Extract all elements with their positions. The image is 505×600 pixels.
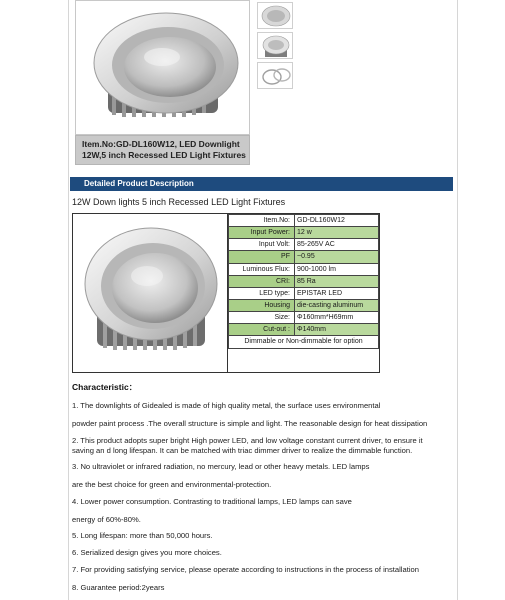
section-header-detailed-description: Detailed Product Description bbox=[70, 177, 453, 191]
spec-label: Size: bbox=[229, 312, 295, 324]
product-subtitle: 12W Down lights 5 inch Recessed LED Light Fixtures bbox=[72, 197, 286, 207]
characteristic-line: saving an d long lifespan. It can be matched with triac dimmer driver to realize the dimmable function. bbox=[72, 446, 413, 455]
spec-row bbox=[229, 324, 379, 336]
characteristic-line: 7. For providing satisfying service, please operate according to instructions in the process of installation bbox=[72, 565, 419, 574]
spec-label: Luminous Flux: bbox=[229, 263, 295, 275]
spec-block bbox=[72, 213, 380, 373]
product-thumbnail-2[interactable] bbox=[257, 32, 293, 59]
spec-value: Φ160mm*H69mm bbox=[295, 312, 379, 324]
spec-value: 85-265V AC bbox=[295, 239, 379, 251]
characteristic-line: powder paint process .The overall structure is simple and light. The reasonable design for heat dissipation bbox=[72, 419, 428, 428]
product-caption bbox=[75, 135, 250, 165]
spec-product-image bbox=[73, 214, 228, 372]
downlight-image-icon bbox=[73, 214, 228, 372]
spec-row bbox=[229, 251, 379, 263]
spec-row bbox=[229, 312, 379, 324]
product-thumbnail-1[interactable] bbox=[257, 2, 293, 29]
spec-value: die-casting aluminum bbox=[295, 299, 379, 311]
product-main-image[interactable] bbox=[75, 0, 250, 135]
downlight-thumbnail-icon bbox=[258, 3, 293, 29]
characteristic-line: 3. No ultraviolet or infrared radiation, no mercury, lead or other heavy metals. LED lamps bbox=[72, 462, 370, 471]
spec-row bbox=[229, 215, 379, 227]
spec-label: Cut-out : bbox=[229, 324, 295, 336]
spec-label: LED type: bbox=[229, 287, 295, 299]
spec-label: CRI: bbox=[229, 275, 295, 287]
characteristic-line: 1. The downlights of Gidealed is made of high quality metal, the surface uses environmental bbox=[72, 401, 381, 410]
spec-value: EPISTAR LED bbox=[295, 287, 379, 299]
characteristic-line: energy of 60%-80%. bbox=[72, 515, 141, 524]
characteristic-line: are the best choice for green and environmental-protection. bbox=[72, 480, 272, 489]
spec-value: ~0.95 bbox=[295, 251, 379, 263]
spec-table bbox=[228, 214, 379, 349]
spec-label: Input Power: bbox=[229, 227, 295, 239]
spec-row bbox=[229, 299, 379, 311]
product-thumbnail-3[interactable] bbox=[257, 62, 293, 89]
spec-footer: Dimmable or Non-dimmable for option bbox=[229, 336, 379, 348]
spec-label: Input Volt: bbox=[229, 239, 295, 251]
spec-value: 85 Ra bbox=[295, 275, 379, 287]
downlight-thumbnail-icon bbox=[258, 63, 293, 89]
caption-line-2: 12W,5 inch Recessed LED Light Fixtures bbox=[82, 150, 246, 160]
spec-row bbox=[229, 263, 379, 275]
spec-value: Φ140mm bbox=[295, 324, 379, 336]
spec-value: GD-DL160W12 bbox=[295, 215, 379, 227]
spec-row bbox=[229, 239, 379, 251]
downlight-image-icon bbox=[76, 1, 250, 135]
spec-row bbox=[229, 287, 379, 299]
spec-value: 12 w bbox=[295, 227, 379, 239]
spec-label: Housing bbox=[229, 299, 295, 311]
characteristic-line: 4. Lower power consumption. Contrasting to traditional lamps, LED lamps can save bbox=[72, 497, 352, 506]
spec-label: PF bbox=[229, 251, 295, 263]
page-right-border bbox=[457, 0, 458, 600]
characteristics-title: Characteristic： bbox=[72, 382, 138, 392]
spec-footer-row bbox=[229, 336, 379, 348]
spec-label: Item.No: bbox=[229, 215, 295, 227]
characteristic-line: 6. Serialized design gives you more choices. bbox=[72, 548, 222, 557]
characteristic-line: 2. This product adopts super bright High power LED, and low voltage constant current driver, to ensure it bbox=[72, 436, 423, 445]
characteristic-line: 8. Guarantee period:2years bbox=[72, 583, 165, 592]
spec-row bbox=[229, 275, 379, 287]
spec-row bbox=[229, 227, 379, 239]
spec-value: 900-1000 lm bbox=[295, 263, 379, 275]
downlight-thumbnail-icon bbox=[258, 33, 293, 59]
page-left-border bbox=[68, 0, 69, 600]
characteristic-line: 5. Long lifespan: more than 50,000 hours. bbox=[72, 531, 213, 540]
caption-line-1: Item.No:GD-DL160W12, LED Downlight bbox=[82, 139, 240, 149]
